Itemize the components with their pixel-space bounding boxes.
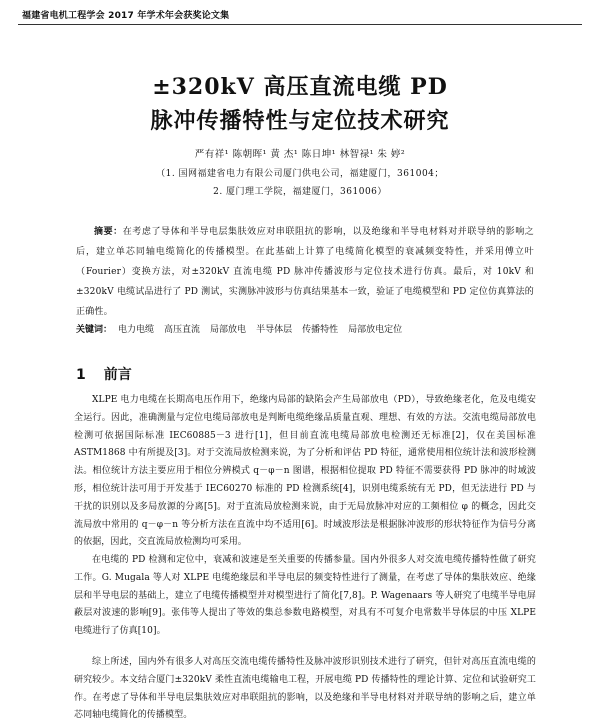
body-paragraph-1: XLPE 电力电缆在长期高电压作用下，绝缘内局部的缺陷会产生局部放电（PD），导致绝缘老化，危及电缆安全运行。因此，准确测量与定位电缆局部放电是判断电缆绝缘品质量直观、理想、有效的方法。交流电缆局部放电检测可依据国际标准 IEC60885－3 进行[1]，但目前直流电缆局部放电检测还无标准[2]，仅在美国标准 ASTM1868 中有所提及[3]。对于交流局放检测来说，为了分析和评估 PD 特征，通常使用相位统计法和波形检测法。相位统计方法主要应用于相位分辨模式 q－φ－n 图谱，根据相位提取 PD 特征不需要获得 PD 脉冲的时域波形，相位统计法可用于开发基于 IEC60270 标准的 PD 检测系统[4]，识别电缆系统有无 PD，但无法进行 PD 与干扰的识别以及多局放源的分离[5]。对于直流局放检测来说，由于无局放脉冲对应的工频相位 φ 的概念，因此交流局放中常用的 q－φ－n 等分析方法在直流中均不适用[6]。时域波形法是根据脉冲波形的形状特征作为信号分离的依据，因此，交直流局放检测均可采用。 (74, 395, 536, 548)
section-heading (76, 364, 132, 384)
header-rule (18, 24, 582, 25)
keyword: 局部放电定位 (348, 325, 403, 335)
keyword: 局部放电 (210, 325, 247, 335)
keyword: 高压直流 (164, 325, 201, 335)
keywords-label: 关键词： (76, 325, 113, 335)
keyword: 电力电缆 (118, 325, 155, 335)
body-paragraph-2: 在电缆的 PD 检测和定位中，衰减和波速是至关重要的传播参量。国内外很多人对交流电缆传播特性做了研究工作。G. Mugala 等人对 XLPE 电缆绝缘层和半导电层的频变特性进行了测量，在考虑了导体的集肤效应、绝缘层和半导电层的基础上，建立了电缆传播模型并对模型进行了简化[7,8]。P. Wagenaars 等人研究了电缆半导电屏蔽层对波速的影响[9]。张伟等人提出了等效的集总参数电路模型，对具有不可复介电常数半导体层的中压 XLPE 电缆进行了仿真[10]。 (74, 555, 536, 637)
keywords (76, 322, 534, 335)
running-head: 福建省电机工程学会 2017 年学术年会获奖论文集 (22, 11, 230, 21)
paper-title-line2: 脉冲传播特性与定位技术研究 (150, 108, 450, 134)
abstract-label: 摘要： (94, 227, 123, 237)
abstract (76, 222, 534, 322)
section-number: 1 (76, 367, 86, 383)
paper-title-line1: ±320kV 高压直流电缆 PD (152, 74, 448, 100)
section-title: 前言 (103, 367, 132, 383)
affiliation-2: 2. 厦门理工学院，福建厦门，361006） (213, 187, 387, 197)
keyword: 半导体层 (256, 325, 293, 335)
authors: 严有祥¹ 陈朝晖¹ 黄 杰¹ 陈日坤¹ 林智禄¹ 朱 婷² (194, 149, 406, 160)
body-paragraph-3: 综上所述，国内外有很多人对高压交流电缆传播特性及脉冲波形识别技术进行了研究，但针对高压直流电缆的研究较少。本文结合厦门±320kV 柔性直流电缆输电工程，开展电缆 PD 传播特性的理论计算、定位和试验研究工作。在考虑了导体和半导电层集肤效应对串联阻抗的影响，以及绝缘和半导电材料对并联导纳的影响之后，建立单芯同轴电缆简化的传播模型。 (74, 657, 536, 721)
affiliation-1: （1. 国网福建省电力有限公司厦门供电公司，福建厦门，361004； (156, 169, 444, 179)
keyword: 传播特性 (302, 325, 339, 335)
abstract-text: 在考虑了导体和半导电层集肤效应对串联阻抗的影响，以及绝缘和半导电材料对并联导纳的影响之后，建立单芯同轴电缆简化的传播模型。在此基础上计算了电缆简化模型的衰减频变特性，并采用傅立叶（Fourier）变换方法，对±320kV 直流电缆 PD 脉冲传播波形与定位技术进行仿真。最后，对 10kV 和±320kV 电缆试品进行了 PD 测试，实测脉冲波形与仿真结果基本一致，验证了电缆模型和 PD 定位仿真算法的正确性。 (76, 227, 534, 317)
